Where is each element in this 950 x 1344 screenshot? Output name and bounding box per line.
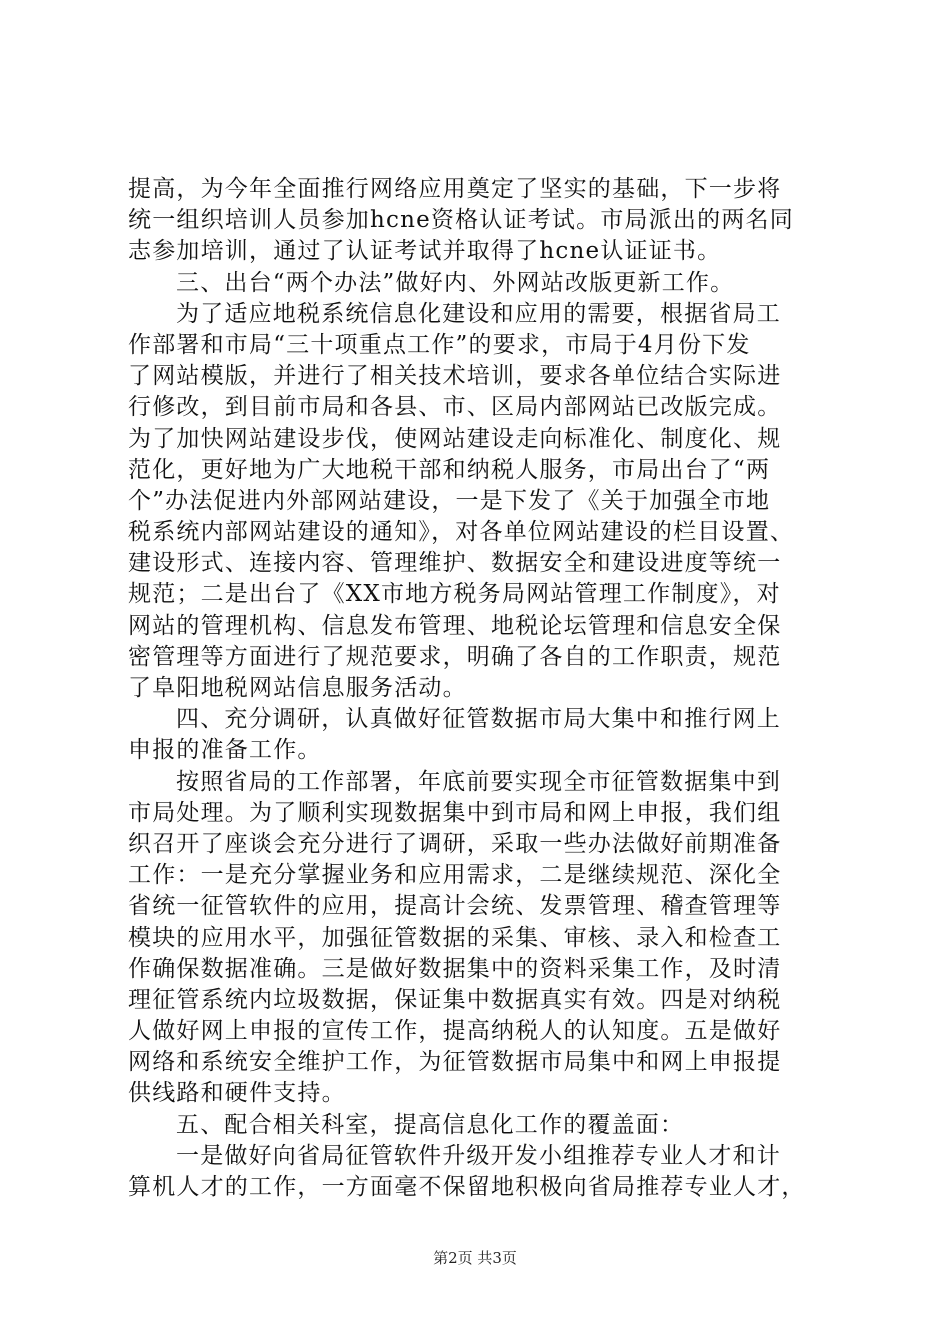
text-line: 行修改，到目前市局和各县、市、区局内部网站已改版完成。	[128, 394, 782, 421]
text-line: 税系统内部网站建设的通知》，对各单位网站建设的栏目设置、	[128, 519, 795, 546]
text-line: 作部署和市局“三十项重点工作”的要求，市局于4月份下发	[128, 331, 751, 358]
text-line: 作确保数据准确。三是做好数据集中的资料采集工作，及时清	[128, 955, 782, 982]
text-line: 为了适应地税系统信息化建设和应用的需要，根据省局工	[176, 300, 781, 327]
text-line: 织召开了座谈会充分进行了调研，采取一些办法做好前期准备	[128, 830, 782, 857]
document-body	[128, 174, 844, 1203]
text-line: 申报的准备工作。	[128, 737, 322, 764]
text-line: 了网站模版，并进行了相关技术培训，要求各单位结合实际进	[128, 363, 782, 390]
text-line: 提高，为今年全面推行网络应用奠定了坚实的基础，下一步将	[128, 176, 782, 202]
text-line: 算机人才的工作，一方面毫不保留地积极向省局推荐专业人才，	[128, 1174, 806, 1200]
text-line: 网络和系统安全维护工作，为征管数据市局集中和网上申报提	[128, 1049, 782, 1076]
text-line: 省统一征管软件的应用，提高计会统、发票管理、稽查管理等	[128, 893, 782, 920]
text-line: 建设形式、连接内容、管理维护、数据安全和建设进度等统一	[128, 550, 782, 577]
text-line: 按照省局的工作部署，年底前要实现全市征管数据集中到	[176, 768, 781, 795]
text-line: 志参加培训，通过了认证考试并取得了hcne认证证书。	[128, 238, 722, 265]
text-line: 一是做好向省局征管软件升级开发小组推荐专业人才和计	[176, 1142, 781, 1169]
text-line: 了阜阳地税网站信息服务活动。	[128, 675, 467, 701]
text-line: 为了加快网站建设步伐，使网站建设走向标准化、制度化、规	[128, 425, 782, 452]
text-line: 密管理等方面进行了规范要求，明确了各自的工作职责，规范	[128, 643, 782, 670]
text-line: 个”办法促进内外部网站建设，一是下发了《关于加强全市地	[128, 487, 771, 514]
text-line: 人做好网上申报的宣传工作，提高纳税人的认知度。五是做好	[128, 1018, 782, 1045]
text-line: 模块的应用水平，加强征管数据的采集、审核、录入和检查工	[128, 924, 782, 951]
text-line: 四、充分调研，认真做好征管数据市局大集中和推行网上	[176, 706, 781, 733]
text-line: 统一组织培训人员参加hcne资格认证考试。市局派出的两名同	[128, 207, 794, 234]
text-line: 五、配合相关科室，提高信息化工作的覆盖面：	[176, 1111, 685, 1138]
text-line: 理征管系统内垃圾数据，保证集中数据真实有效。四是对纳税	[128, 986, 782, 1013]
text-line: 供线路和硬件支持。	[128, 1080, 346, 1107]
text-line: 规范；二是出台了《XX市地方税务局网站管理工作制度》，对	[128, 581, 781, 608]
text-line: 网站的管理机构、信息发布管理、地税论坛管理和信息安全保	[128, 612, 782, 639]
page-footer: 第2页 共3页	[433, 1249, 517, 1267]
text-line: 范化，更好地为广大地税干部和纳税人服务，市局出台了“两	[128, 456, 771, 483]
text-line: 市局处理。为了顺利实现数据集中到市局和网上申报，我们组	[128, 799, 782, 826]
text-line: 工作：一是充分掌握业务和应用需求，二是继续规范、深化全	[128, 862, 782, 889]
text-line: 三、出台“两个办法”做好内、外网站改版更新工作。	[176, 269, 735, 296]
